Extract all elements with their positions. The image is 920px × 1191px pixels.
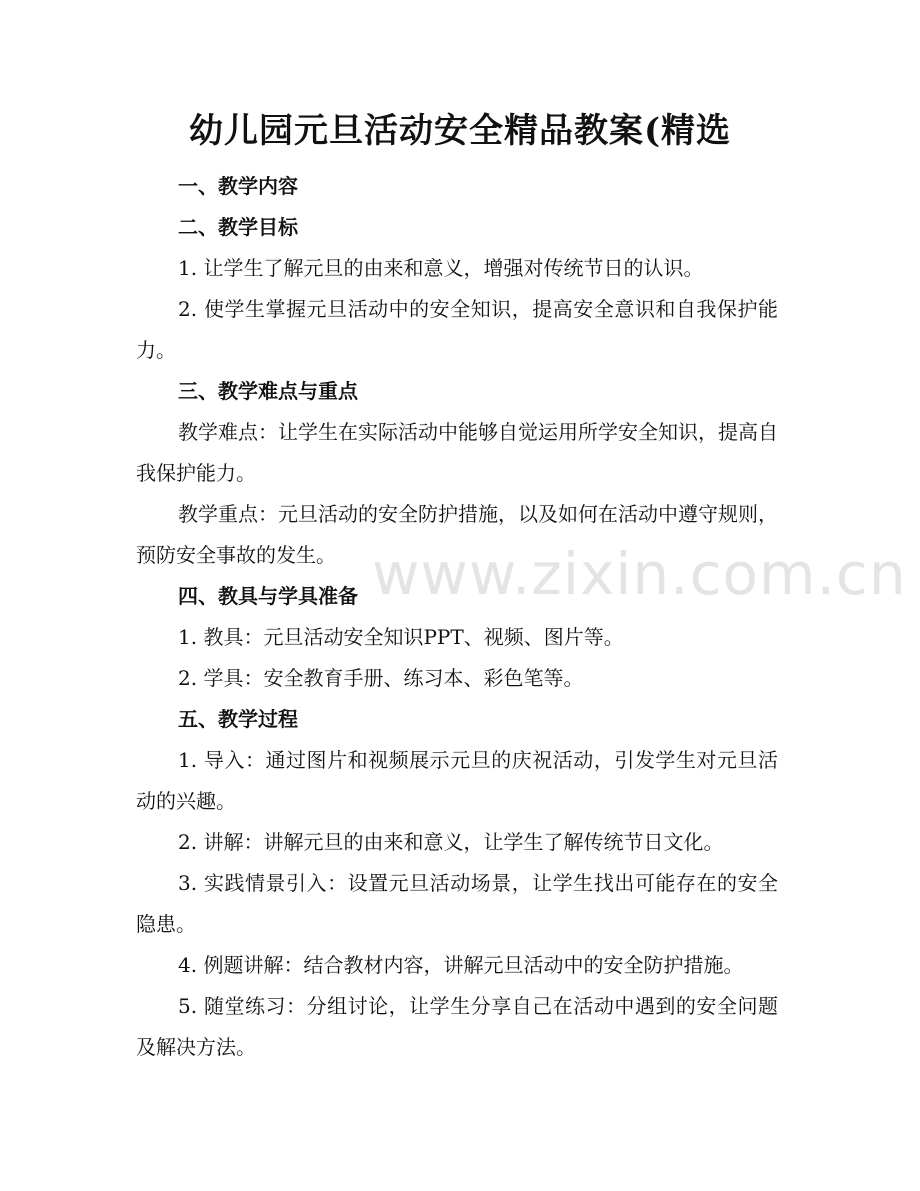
section-heading: 三、教学难点与重点 [178, 379, 358, 403]
body-paragraph: 1. 让学生了解元旦的由来和意义，增强对传统节日的认识。 [178, 256, 704, 280]
body-paragraph: 教学难点：让学生在实际活动中能够自觉运用所学安全知识，提高自我保护能力。 [136, 420, 778, 485]
document-body [136, 166, 778, 1068]
body-paragraph: 4. 例题讲解：结合教材内容，讲解元旦活动中的安全防护措施。 [178, 953, 744, 977]
body-paragraph: 1. 教具：元旦活动安全知识PPT、视频、图片等。 [178, 625, 624, 649]
section-heading: 一、教学内容 [178, 174, 298, 198]
document-title: 幼儿园元旦活动安全精品教案(精选 [188, 111, 732, 151]
body-paragraph: 1. 导入：通过图片和视频展示元旦的庆祝活动，引发学生对元旦活动的兴趣。 [136, 748, 778, 813]
body-paragraph: 2. 讲解：讲解元旦的由来和意义，让学生了解传统节日文化。 [178, 830, 724, 854]
body-paragraph: 2. 学具：安全教育手册、练习本、彩色笔等。 [178, 666, 584, 690]
body-paragraph: 3. 实践情景引入：设置元旦活动场景，让学生找出可能存在的安全隐患。 [136, 871, 778, 936]
section-heading: 四、教具与学具准备 [178, 584, 358, 608]
watermark: www.zixin.com.cn [372, 540, 907, 608]
body-paragraph: 5. 随堂练习：分组讨论，让学生分享自己在活动中遇到的安全问题及解决方法。 [136, 994, 778, 1059]
body-paragraph: 2. 使学生掌握元旦活动中的安全知识，提高安全意识和自我保护能力。 [136, 297, 778, 362]
section-heading: 二、教学目标 [178, 215, 298, 239]
body-paragraph: 教学重点：元旦活动的安全防护措施，以及如何在活动中遵守规则，预防安全事故的发生。 [136, 502, 778, 567]
section-heading: 五、教学过程 [178, 707, 298, 731]
